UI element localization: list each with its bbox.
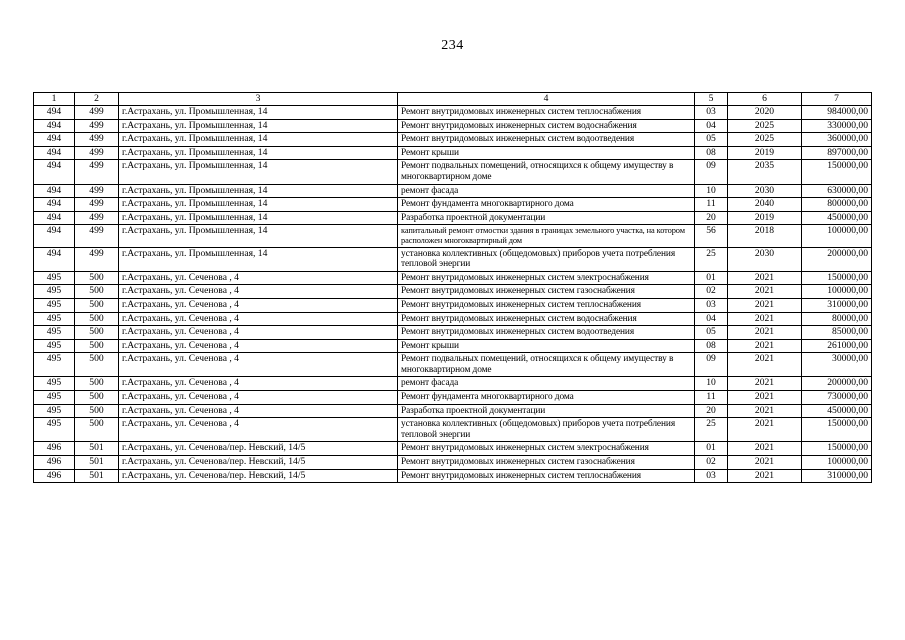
work-code-cell: 01 (695, 271, 728, 285)
register-number-cell: 499 (75, 160, 119, 184)
column-header: 6 (728, 93, 802, 106)
table-row (34, 106, 872, 120)
register-number-cell: 500 (75, 353, 119, 377)
address-cell: г.Астрахань, ул. Сеченова , 4 (119, 312, 398, 326)
column-header: 4 (398, 93, 695, 106)
work-type-cell: Ремонт внутридомовых инженерных систем водоснабжения (398, 119, 695, 133)
work-type-cell: Ремонт внутридомовых инженерных систем электроснабжения (398, 442, 695, 456)
work-code-cell: 03 (695, 469, 728, 483)
work-code-cell: 09 (695, 160, 728, 184)
cost-cell: 150000,00 (802, 418, 872, 442)
cost-cell: 984000,00 (802, 106, 872, 120)
year-cell: 2025 (728, 119, 802, 133)
house-number-cell: 494 (34, 184, 75, 198)
house-number-cell: 495 (34, 353, 75, 377)
address-cell: г.Астрахань, ул. Сеченова , 4 (119, 285, 398, 299)
work-code-cell: 25 (695, 418, 728, 442)
register-number-cell: 500 (75, 326, 119, 340)
cost-cell: 100000,00 (802, 225, 872, 247)
house-number-cell: 494 (34, 133, 75, 147)
work-type-cell: Ремонт внутридомовых инженерных систем водоотведения (398, 326, 695, 340)
work-type-cell: Разработка проектной документации (398, 404, 695, 418)
work-code-cell: 05 (695, 133, 728, 147)
cost-cell: 310000,00 (802, 298, 872, 312)
register-number-cell: 499 (75, 184, 119, 198)
cost-cell: 360000,00 (802, 133, 872, 147)
work-code-cell: 56 (695, 225, 728, 247)
house-number-cell: 495 (34, 326, 75, 340)
table-row (34, 211, 872, 225)
table-row (34, 469, 872, 483)
house-number-cell: 494 (34, 247, 75, 271)
work-type-cell: Ремонт подвальных помещений, относящихся к общему имуществу в многоквартирном доме (398, 353, 695, 377)
cost-cell: 100000,00 (802, 285, 872, 299)
address-cell: г.Астрахань, ул. Промышленная, 14 (119, 119, 398, 133)
register-number-cell: 500 (75, 285, 119, 299)
work-type-cell: Ремонт внутридомовых инженерных систем теплоснабжения (398, 298, 695, 312)
register-number-cell: 500 (75, 404, 119, 418)
work-code-cell: 02 (695, 456, 728, 470)
work-code-cell: 09 (695, 353, 728, 377)
address-cell: г.Астрахань, ул. Промышленная, 14 (119, 160, 398, 184)
year-cell: 2030 (728, 184, 802, 198)
work-code-cell: 11 (695, 198, 728, 212)
table-row (34, 146, 872, 160)
year-cell: 2021 (728, 377, 802, 391)
cost-cell: 450000,00 (802, 211, 872, 225)
table-row (34, 298, 872, 312)
work-type-cell: Ремонт подвальных помещений, относящихся к общему имуществу в многоквартирном доме (398, 160, 695, 184)
cost-cell: 730000,00 (802, 391, 872, 405)
year-cell: 2021 (728, 353, 802, 377)
column-header: 5 (695, 93, 728, 106)
cost-cell: 800000,00 (802, 198, 872, 212)
work-type-cell: Ремонт внутридомовых инженерных систем теплоснабжения (398, 106, 695, 120)
address-cell: г.Астрахань, ул. Сеченова , 4 (119, 404, 398, 418)
work-code-cell: 02 (695, 285, 728, 299)
work-code-cell: 05 (695, 326, 728, 340)
table-row (34, 391, 872, 405)
table-row (34, 225, 872, 247)
year-cell: 2021 (728, 391, 802, 405)
work-type-cell: капитальный ремонт отмостки здания в границах земельного участка, на котором расположен многоквартирный дом (398, 225, 695, 247)
house-number-cell: 494 (34, 198, 75, 212)
house-number-cell: 495 (34, 312, 75, 326)
column-header: 2 (75, 93, 119, 106)
register-number-cell: 501 (75, 469, 119, 483)
year-cell: 2030 (728, 247, 802, 271)
column-header: 1 (34, 93, 75, 106)
cost-cell: 450000,00 (802, 404, 872, 418)
year-cell: 2021 (728, 326, 802, 340)
year-cell: 2021 (728, 298, 802, 312)
year-cell: 2021 (728, 312, 802, 326)
house-number-cell: 495 (34, 285, 75, 299)
year-cell: 2021 (728, 456, 802, 470)
house-number-cell: 494 (34, 106, 75, 120)
table-row (34, 377, 872, 391)
house-number-cell: 495 (34, 271, 75, 285)
year-cell: 2018 (728, 225, 802, 247)
register-number-cell: 499 (75, 119, 119, 133)
year-cell: 2035 (728, 160, 802, 184)
cost-cell: 310000,00 (802, 469, 872, 483)
address-cell: г.Астрахань, ул. Промышленная, 14 (119, 184, 398, 198)
work-type-cell: Ремонт крыши (398, 339, 695, 353)
year-cell: 2021 (728, 442, 802, 456)
table-row (34, 247, 872, 271)
register-number-cell: 500 (75, 298, 119, 312)
year-cell: 2020 (728, 106, 802, 120)
cost-cell: 150000,00 (802, 271, 872, 285)
house-number-cell: 496 (34, 442, 75, 456)
address-cell: г.Астрахань, ул. Промышленная, 14 (119, 247, 398, 271)
house-number-cell: 494 (34, 119, 75, 133)
register-number-cell: 500 (75, 271, 119, 285)
register-number-cell: 499 (75, 211, 119, 225)
register-number-cell: 500 (75, 377, 119, 391)
address-cell: г.Астрахань, ул. Промышленная, 14 (119, 198, 398, 212)
table-row (34, 404, 872, 418)
table-row (34, 339, 872, 353)
address-cell: г.Астрахань, ул. Сеченова , 4 (119, 418, 398, 442)
year-cell: 2021 (728, 271, 802, 285)
table-row (34, 312, 872, 326)
address-cell: г.Астрахань, ул. Промышленная, 14 (119, 133, 398, 147)
address-cell: г.Астрахань, ул. Сеченова , 4 (119, 298, 398, 312)
house-number-cell: 494 (34, 160, 75, 184)
cost-cell: 100000,00 (802, 456, 872, 470)
year-cell: 2021 (728, 285, 802, 299)
work-type-cell: Ремонт внутридомовых инженерных систем водоснабжения (398, 312, 695, 326)
cost-cell: 897000,00 (802, 146, 872, 160)
work-code-cell: 25 (695, 247, 728, 271)
repair-schedule-table (33, 92, 872, 483)
year-cell: 2025 (728, 133, 802, 147)
address-cell: г.Астрахань, ул. Сеченова/пер. Невский, 14/5 (119, 442, 398, 456)
address-cell: г.Астрахань, ул. Сеченова/пер. Невский, 14/5 (119, 456, 398, 470)
house-number-cell: 495 (34, 404, 75, 418)
column-header: 7 (802, 93, 872, 106)
house-number-cell: 495 (34, 298, 75, 312)
register-number-cell: 499 (75, 225, 119, 247)
year-cell: 2021 (728, 404, 802, 418)
work-type-cell: Ремонт внутридомовых инженерных систем газоснабжения (398, 456, 695, 470)
register-number-cell: 500 (75, 418, 119, 442)
cost-cell: 200000,00 (802, 247, 872, 271)
work-code-cell: 04 (695, 119, 728, 133)
table-row (34, 456, 872, 470)
cost-cell: 80000,00 (802, 312, 872, 326)
work-type-cell: Ремонт внутридомовых инженерных систем теплоснабжения (398, 469, 695, 483)
work-type-cell: ремонт фасада (398, 184, 695, 198)
cost-cell: 85000,00 (802, 326, 872, 340)
address-cell: г.Астрахань, ул. Промышленная, 14 (119, 146, 398, 160)
work-code-cell: 20 (695, 211, 728, 225)
house-number-cell: 495 (34, 339, 75, 353)
address-cell: г.Астрахань, ул. Промышленная, 14 (119, 211, 398, 225)
address-cell: г.Астрахань, ул. Сеченова , 4 (119, 271, 398, 285)
address-cell: г.Астрахань, ул. Промышленная, 14 (119, 106, 398, 120)
work-type-cell: Разработка проектной документации (398, 211, 695, 225)
table-row (34, 133, 872, 147)
cost-cell: 330000,00 (802, 119, 872, 133)
work-type-cell: установка коллективных (общедомовых) приборов учета потребления тепловой энергии (398, 418, 695, 442)
table-row (34, 160, 872, 184)
table-row (34, 271, 872, 285)
house-number-cell: 495 (34, 377, 75, 391)
register-number-cell: 500 (75, 312, 119, 326)
work-code-cell: 04 (695, 312, 728, 326)
work-code-cell: 11 (695, 391, 728, 405)
register-number-cell: 501 (75, 442, 119, 456)
cost-cell: 630000,00 (802, 184, 872, 198)
work-type-cell: Ремонт внутридомовых инженерных систем газоснабжения (398, 285, 695, 299)
work-type-cell: Ремонт внутридомовых инженерных систем водоотведения (398, 133, 695, 147)
address-cell: г.Астрахань, ул. Сеченова , 4 (119, 353, 398, 377)
table-row (34, 184, 872, 198)
year-cell: 2021 (728, 469, 802, 483)
table-row (34, 326, 872, 340)
address-cell: г.Астрахань, ул. Сеченова , 4 (119, 326, 398, 340)
year-cell: 2019 (728, 146, 802, 160)
work-type-cell: Ремонт крыши (398, 146, 695, 160)
work-code-cell: 10 (695, 377, 728, 391)
register-number-cell: 499 (75, 247, 119, 271)
work-code-cell: 08 (695, 339, 728, 353)
table-row (34, 442, 872, 456)
address-cell: г.Астрахань, ул. Сеченова , 4 (119, 339, 398, 353)
register-number-cell: 499 (75, 133, 119, 147)
table-row (34, 285, 872, 299)
year-cell: 2040 (728, 198, 802, 212)
work-type-cell: ремонт фасада (398, 377, 695, 391)
work-type-cell: Ремонт фундамента многоквартирного дома (398, 391, 695, 405)
year-cell: 2021 (728, 418, 802, 442)
house-number-cell: 495 (34, 418, 75, 442)
house-number-cell: 494 (34, 211, 75, 225)
table-row (34, 418, 872, 442)
register-number-cell: 499 (75, 146, 119, 160)
register-number-cell: 500 (75, 339, 119, 353)
table-row (34, 353, 872, 377)
work-code-cell: 08 (695, 146, 728, 160)
table-row (34, 198, 872, 212)
column-number-header-row (34, 93, 872, 106)
work-type-cell: установка коллективных (общедомовых) приборов учета потребления тепловой энергии (398, 247, 695, 271)
house-number-cell: 495 (34, 391, 75, 405)
cost-cell: 30000,00 (802, 353, 872, 377)
work-code-cell: 10 (695, 184, 728, 198)
address-cell: г.Астрахань, ул. Сеченова , 4 (119, 391, 398, 405)
cost-cell: 150000,00 (802, 442, 872, 456)
house-number-cell: 494 (34, 146, 75, 160)
address-cell: г.Астрахань, ул. Сеченова/пер. Невский, 14/5 (119, 469, 398, 483)
house-number-cell: 494 (34, 225, 75, 247)
address-cell: г.Астрахань, ул. Промышленная, 14 (119, 225, 398, 247)
register-number-cell: 499 (75, 198, 119, 212)
house-number-cell: 496 (34, 456, 75, 470)
page-number: 234 (441, 38, 464, 53)
year-cell: 2021 (728, 339, 802, 353)
cost-cell: 150000,00 (802, 160, 872, 184)
work-code-cell: 01 (695, 442, 728, 456)
work-code-cell: 03 (695, 298, 728, 312)
cost-cell: 200000,00 (802, 377, 872, 391)
table-row (34, 119, 872, 133)
work-type-cell: Ремонт внутридомовых инженерных систем электроснабжения (398, 271, 695, 285)
register-number-cell: 499 (75, 106, 119, 120)
work-type-cell: Ремонт фундамента многоквартирного дома (398, 198, 695, 212)
cost-cell: 261000,00 (802, 339, 872, 353)
column-header: 3 (119, 93, 398, 106)
register-number-cell: 501 (75, 456, 119, 470)
work-code-cell: 03 (695, 106, 728, 120)
year-cell: 2019 (728, 211, 802, 225)
work-code-cell: 20 (695, 404, 728, 418)
address-cell: г.Астрахань, ул. Сеченова , 4 (119, 377, 398, 391)
register-number-cell: 500 (75, 391, 119, 405)
house-number-cell: 496 (34, 469, 75, 483)
